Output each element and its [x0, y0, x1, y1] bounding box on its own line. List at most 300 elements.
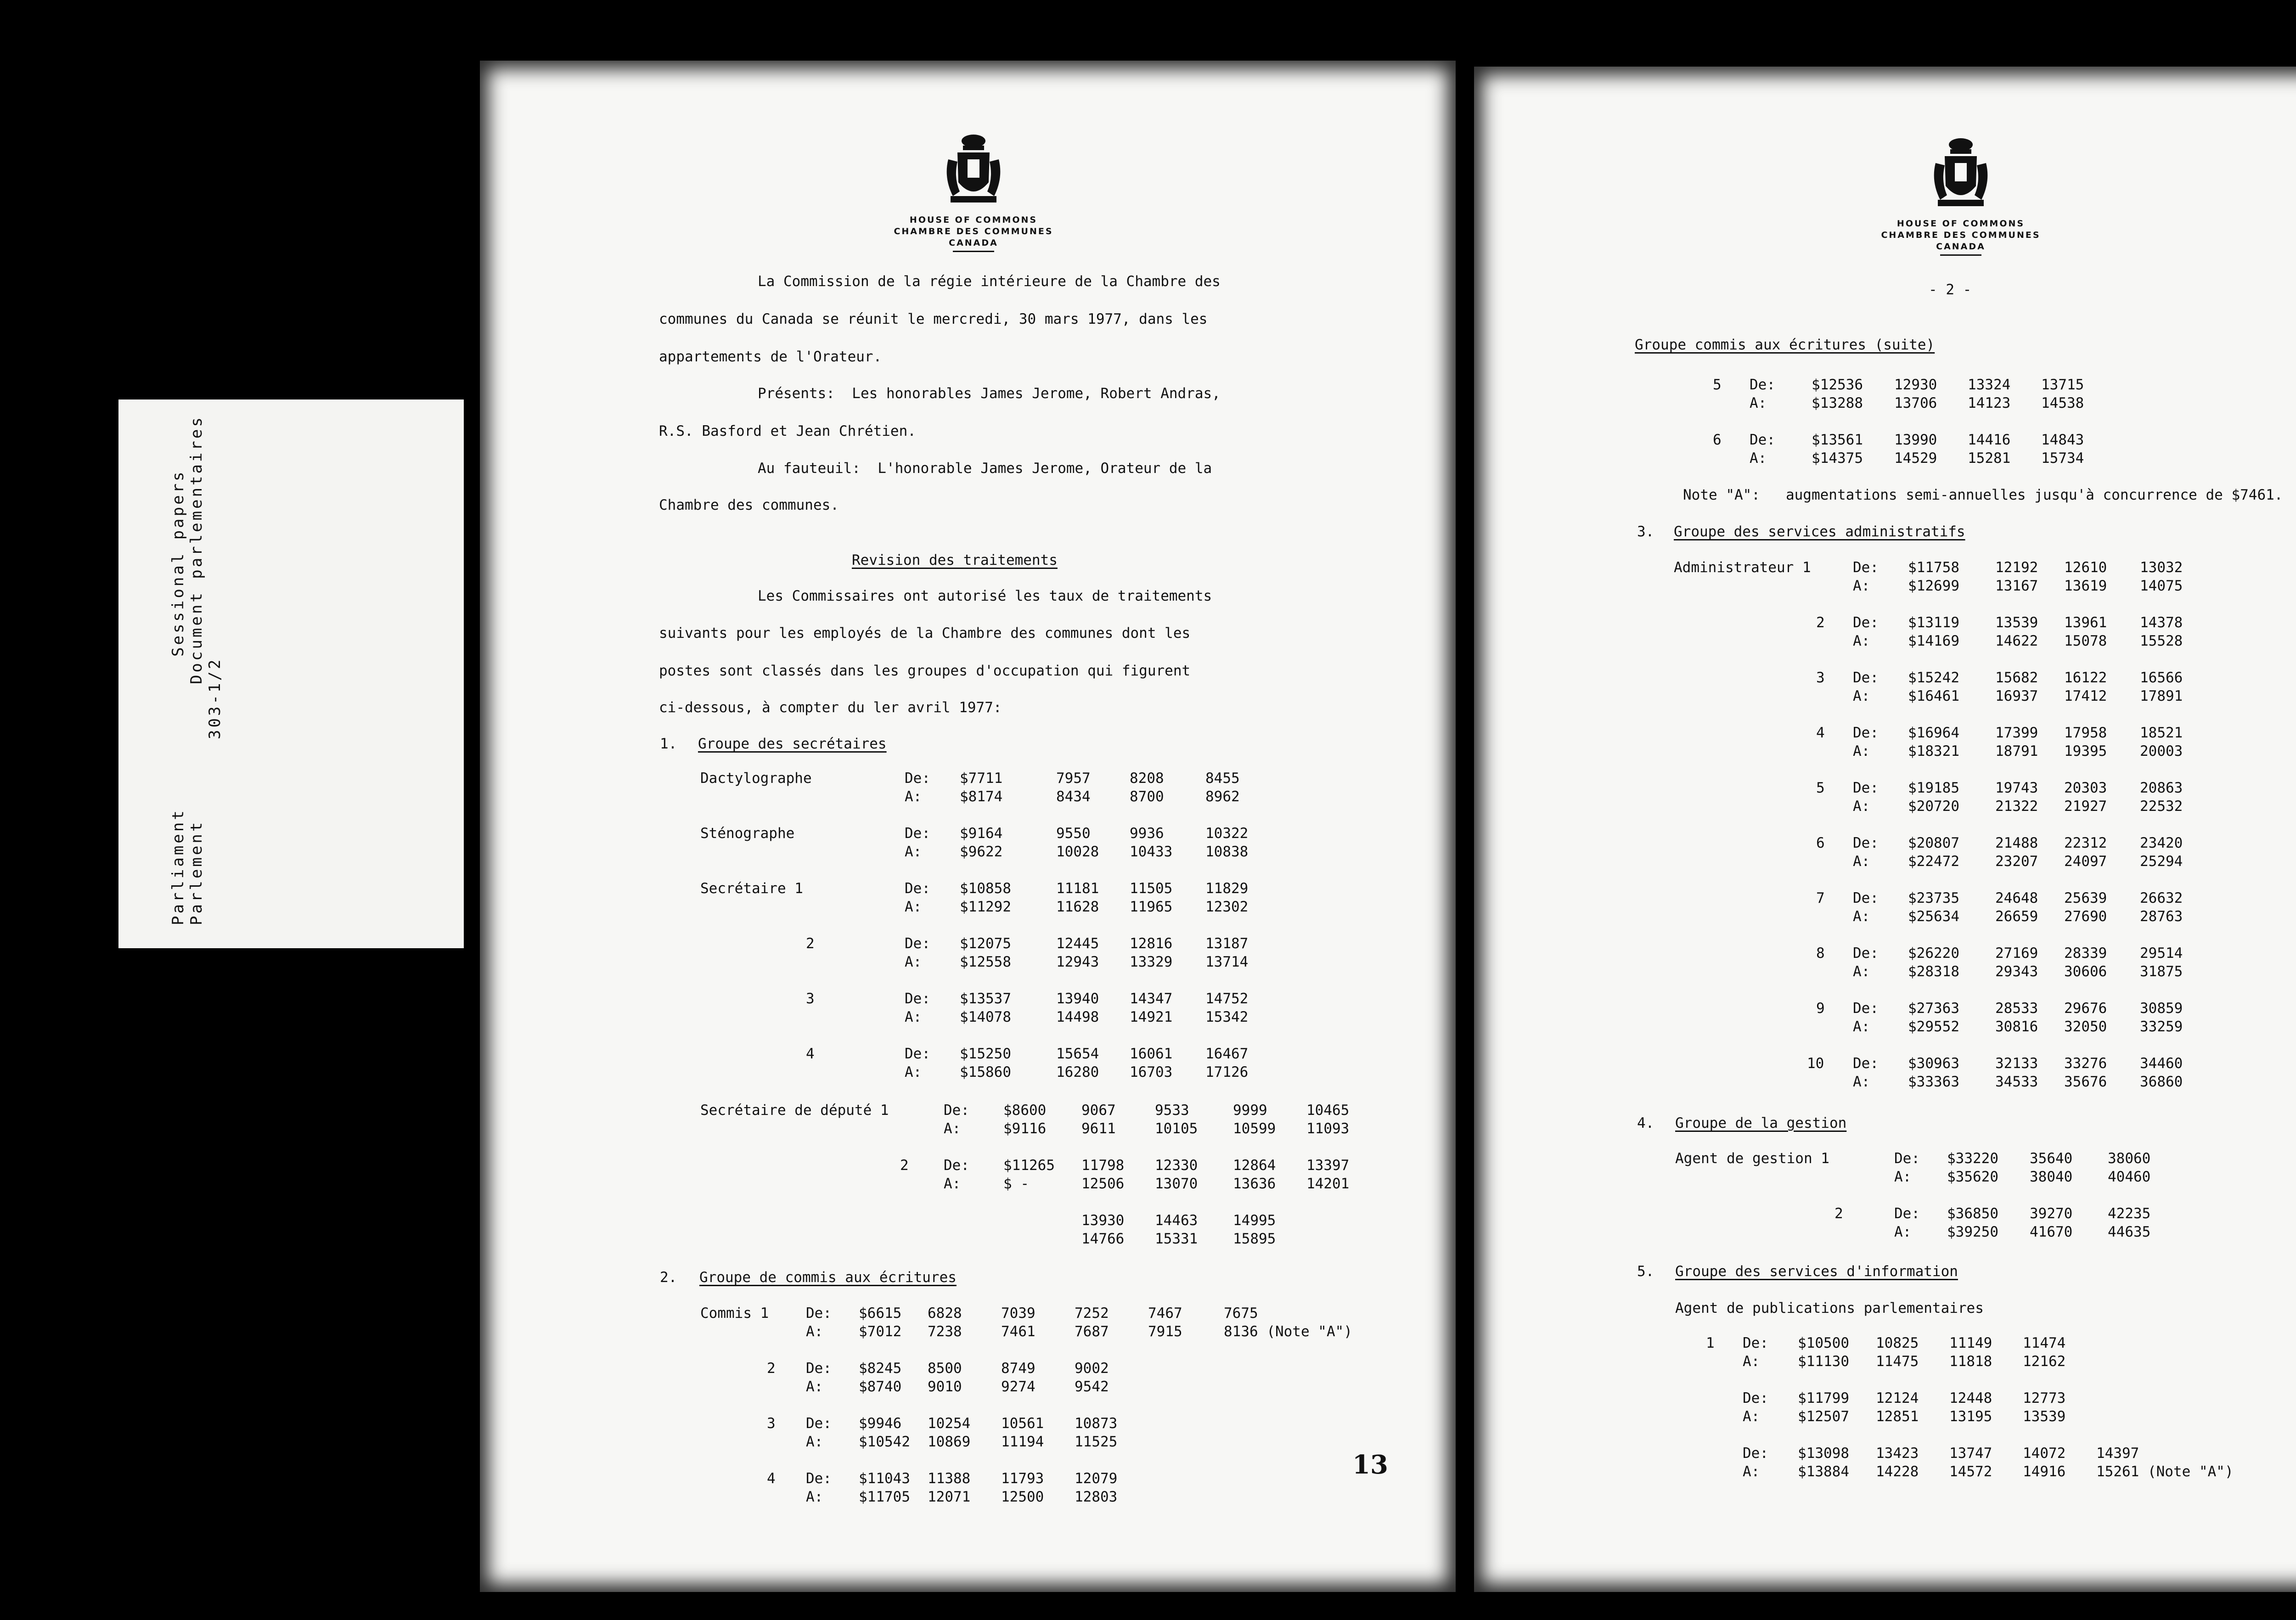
cell-value: 17412 [2064, 688, 2107, 704]
cell-value: $20720 [1908, 798, 1959, 815]
cell-value: $6615 [859, 1305, 902, 1322]
cell-value: 13940 [1056, 990, 1099, 1007]
row-label: 7 [1816, 890, 1825, 906]
cell-value: 18521 [2140, 725, 2183, 741]
table-row [480, 1212, 1456, 1231]
cell-value: 9542 [1075, 1378, 1109, 1395]
cell-value: 14397 [2096, 1445, 2139, 1462]
cell-value: 13706 [1894, 395, 1937, 411]
cell-value: 33259 [2140, 1018, 2183, 1035]
row-kind: A: [806, 1378, 823, 1395]
row-label: 2 [806, 935, 815, 952]
row-kind: A: [1853, 908, 1870, 925]
group3-number: 3. [1637, 523, 1654, 540]
cell-value: $35620 [1947, 1169, 1998, 1185]
table-row [1474, 1463, 2296, 1482]
table-row [1474, 450, 2296, 468]
cell-value: 38040 [2030, 1169, 2073, 1185]
row-kind: De: [1853, 614, 1879, 631]
cell-value: 21322 [1995, 798, 2038, 815]
cell-value: 12803 [1075, 1489, 1118, 1505]
cell-value: $13098 [1798, 1445, 1849, 1462]
cell-value: 31875 [2140, 963, 2183, 980]
table-row [1474, 835, 2296, 853]
cell-value: 7675 [1224, 1305, 1258, 1322]
cell-value: 41670 [2030, 1224, 2073, 1240]
row-label: 2 [900, 1157, 909, 1174]
row-label: Agent de gestion 1 [1675, 1150, 1829, 1167]
cell-value: 10254 [928, 1415, 971, 1432]
group5-title: Groupe des services d'information [1675, 1263, 1958, 1280]
row-label: 3 [767, 1415, 776, 1432]
header-line2: CHAMBRE DES COMMUNES [1881, 230, 2041, 240]
table-row [1474, 1408, 2296, 1427]
para-line: suivants pour les employés de la Chambre des communes dont les [659, 625, 1191, 641]
row-label: 2 [1816, 614, 1825, 631]
row-kind: De: [1743, 1445, 1768, 1462]
table-row [480, 1231, 1456, 1249]
cell-value: 13636 [1233, 1176, 1276, 1192]
cell-value: 11194 [1001, 1434, 1044, 1450]
cell-value: 14498 [1056, 1009, 1099, 1025]
table-row [1474, 1390, 2296, 1408]
table-row [1474, 614, 2296, 633]
cell-value: 9611 [1081, 1120, 1116, 1137]
cell-value: 11505 [1130, 880, 1173, 897]
group4-title: Groupe de la gestion [1675, 1115, 1847, 1131]
stub-label-ref: 303-1/2 [206, 657, 224, 739]
intro-line: communes du Canada se réunit le mercredi, 30 mars 1977, dans les [659, 311, 1208, 327]
cell-value: 28763 [2140, 908, 2183, 925]
cell-value: $19185 [1908, 780, 1959, 796]
cell-value: $10858 [960, 880, 1011, 897]
cell-value: $30963 [1908, 1055, 1959, 1072]
cell-value: 11965 [1130, 899, 1173, 915]
cell-value: 16937 [1995, 688, 2038, 704]
row-kind: A: [944, 1176, 961, 1192]
cell-value: 13747 [1949, 1445, 1992, 1462]
table-row [1474, 578, 2296, 596]
cell-value: 13539 [1995, 614, 2038, 631]
cell-value: 13167 [1995, 578, 2038, 594]
cell-value: 12816 [1130, 935, 1173, 952]
header-rule [953, 251, 994, 252]
cell-value: 24648 [1995, 890, 2038, 906]
cell-value: 29343 [1995, 963, 2038, 980]
cell-value: 28339 [2064, 945, 2107, 962]
stub-label-document: Document parlementaires [187, 415, 206, 684]
table-row [1474, 798, 2296, 816]
row-kind: De: [1853, 725, 1879, 741]
cell-value: 13539 [2023, 1408, 2066, 1425]
cell-value: $10542 [859, 1434, 910, 1450]
cell-value: 10433 [1130, 844, 1173, 860]
row-label: 6 [1816, 835, 1825, 851]
cell-value: 14228 [1876, 1463, 1919, 1480]
cell-value: $13561 [1812, 432, 1863, 448]
row-kind: A: [1853, 688, 1870, 704]
group5-number: 5. [1637, 1263, 1654, 1280]
section-title: Revision des traitements [852, 552, 1058, 568]
cell-value: 20303 [2064, 780, 2107, 796]
cell-value: $11758 [1908, 559, 1959, 576]
cell-value: $8245 [859, 1360, 902, 1377]
row-kind: De: [1853, 780, 1879, 796]
row-kind: A: [905, 844, 922, 860]
table-row [1474, 1074, 2296, 1092]
cell-value: 21927 [2064, 798, 2107, 815]
row-kind: A: [1853, 633, 1870, 649]
row-kind: A: [1743, 1463, 1760, 1480]
cell-value: 15734 [2041, 450, 2084, 467]
cell-value: 15078 [2064, 633, 2107, 649]
cell-value: 13187 [1205, 935, 1249, 952]
cell-value: 9002 [1075, 1360, 1109, 1377]
cell-value: $13288 [1812, 395, 1863, 411]
cell-value: 42235 [2108, 1205, 2151, 1222]
cell-value: 9999 [1233, 1102, 1267, 1119]
row-kind: De: [1853, 559, 1879, 576]
table-row [1474, 945, 2296, 963]
cell-value: $ - [1003, 1176, 1029, 1192]
cell-value: 7957 [1056, 770, 1091, 787]
cell-value: $28318 [1908, 963, 1959, 980]
cell-value: $27363 [1908, 1000, 1959, 1017]
cell-value: 14075 [2140, 578, 2183, 594]
cell-value: 39270 [2030, 1205, 2073, 1222]
cell-value: $14169 [1908, 633, 1959, 649]
row-kind: A: [905, 954, 922, 970]
cell-value: 32133 [1995, 1055, 2038, 1072]
table-row [480, 990, 1456, 1009]
cell-value: 10105 [1155, 1120, 1198, 1137]
cell-value: 16467 [1205, 1046, 1249, 1062]
cell-value: 7252 [1075, 1305, 1109, 1322]
intro-line: R.S. Basford et Jean Chrétien. [659, 423, 916, 439]
table-row [480, 1323, 1456, 1342]
cell-value: $15242 [1908, 669, 1959, 686]
table-row [1474, 725, 2296, 743]
cell-value: 20003 [2140, 743, 2183, 759]
cell-value: $16461 [1908, 688, 1959, 704]
cell-value: $29552 [1908, 1018, 1959, 1035]
group5-subtitle: Agent de publications parlementaires [1675, 1300, 1984, 1316]
header-rule [1940, 254, 1981, 256]
cell-value: 7238 [928, 1323, 962, 1340]
table-row [1474, 780, 2296, 798]
cell-value: 10825 [1876, 1335, 1919, 1351]
cell-value: 30816 [1995, 1018, 2038, 1035]
cell-value: 15682 [1995, 669, 2038, 686]
row-label: 9 [1816, 1000, 1825, 1017]
table-row [480, 1120, 1456, 1139]
cell-value: $11292 [960, 899, 1011, 915]
cell-value: 13324 [1968, 377, 2011, 393]
house-header [882, 214, 1065, 252]
cell-value: 8136 (Note "A") [1224, 1323, 1352, 1340]
cell-value: 16280 [1056, 1064, 1099, 1080]
document-page-14 [1474, 67, 2296, 1592]
cell-value: $12507 [1798, 1408, 1849, 1425]
row-label: 2 [767, 1360, 776, 1377]
table-row [480, 1470, 1456, 1489]
row-kind: A: [806, 1489, 823, 1505]
cell-value: 25639 [2064, 890, 2107, 906]
intro-line: Au fauteuil: L'honorable James Jerome, Orateur de la [758, 460, 1212, 477]
cell-value: 12851 [1876, 1408, 1919, 1425]
table-row [480, 1305, 1456, 1323]
cell-value: 22532 [2140, 798, 2183, 815]
cell-value: 27169 [1995, 945, 2038, 962]
stub-label-parlement: Parlement [187, 820, 206, 925]
table-row [1474, 669, 2296, 688]
row-kind: De: [806, 1415, 832, 1432]
cell-value: 14843 [2041, 432, 2084, 448]
cell-value: 14529 [1894, 450, 1937, 467]
row-label: Secrétaire de député 1 [700, 1102, 889, 1119]
cell-value: 9533 [1155, 1102, 1189, 1119]
cell-value: 22312 [2064, 835, 2107, 851]
row-label: Administrateur 1 [1674, 559, 1811, 576]
cell-value: 26659 [1995, 908, 2038, 925]
cell-value: 23207 [1995, 853, 2038, 870]
cell-value: 14995 [1233, 1212, 1276, 1229]
row-kind: A: [1853, 1074, 1870, 1090]
document-page-13 [480, 61, 1456, 1592]
cell-value: 38060 [2108, 1150, 2151, 1167]
row-label: 4 [806, 1046, 815, 1062]
table-row [480, 1360, 1456, 1378]
cell-value: 7687 [1075, 1323, 1109, 1340]
table-row [1474, 1000, 2296, 1018]
row-kind: De: [1853, 835, 1879, 851]
cell-value: 29676 [2064, 1000, 2107, 1017]
cell-value: 13397 [1306, 1157, 1350, 1174]
cell-value: 14752 [1205, 990, 1249, 1007]
table-row [480, 1489, 1456, 1507]
table-row [1474, 432, 2296, 450]
cell-value: 40460 [2108, 1169, 2151, 1185]
cell-value: 8749 [1001, 1360, 1035, 1377]
cell-value: 9010 [928, 1378, 962, 1395]
row-label: 2 [1835, 1205, 1843, 1222]
row-kind: De: [905, 880, 930, 897]
cell-value: 11181 [1056, 880, 1099, 897]
table-row [480, 1176, 1456, 1194]
row-kind: De: [905, 935, 930, 952]
cell-value: 13329 [1130, 954, 1173, 970]
cell-value: 9936 [1130, 825, 1164, 842]
table-row [480, 1415, 1456, 1434]
table-row [1474, 633, 2296, 651]
para-line: ci-dessous, à compter du ler avril 1977: [659, 699, 1002, 716]
cell-value: $13537 [960, 990, 1011, 1007]
cell-value: 26632 [2140, 890, 2183, 906]
row-kind: A: [1853, 578, 1870, 594]
cell-value: $11043 [859, 1470, 910, 1487]
table-row [480, 1064, 1456, 1082]
table-row [480, 1157, 1456, 1176]
cell-value: $15250 [960, 1046, 1011, 1062]
row-label: 8 [1816, 945, 1825, 962]
cell-value: 8962 [1205, 788, 1240, 805]
coat-of-arms-icon [1926, 135, 1995, 211]
table-row [480, 1102, 1456, 1120]
table-row [1474, 1224, 2296, 1242]
cell-value: 12943 [1056, 954, 1099, 970]
row-kind: De: [1853, 890, 1879, 906]
cell-value: $9622 [960, 844, 1003, 860]
cell-value: 13930 [1081, 1212, 1125, 1229]
cell-value: $16964 [1908, 725, 1959, 741]
cell-value: 14538 [2041, 395, 2084, 411]
cell-value: 19395 [2064, 743, 2107, 759]
cell-value: 32050 [2064, 1018, 2107, 1035]
table-row [480, 788, 1456, 807]
row-kind: De: [1750, 377, 1775, 393]
cell-value: 12506 [1081, 1176, 1125, 1192]
cell-value: 11798 [1081, 1157, 1125, 1174]
table-row [1474, 890, 2296, 908]
row-kind: A: [1743, 1408, 1760, 1425]
cell-value: 27690 [2064, 908, 2107, 925]
row-kind: A: [806, 1434, 823, 1450]
table-row [1474, 743, 2296, 761]
cell-value: $9116 [1003, 1120, 1047, 1137]
cell-value: $11705 [859, 1489, 910, 1505]
cell-value: $11799 [1798, 1390, 1849, 1406]
cell-value: 12071 [928, 1489, 971, 1505]
cell-value: $33220 [1947, 1150, 1998, 1167]
cell-value: 35640 [2030, 1150, 2073, 1167]
table-row [1474, 1205, 2296, 1224]
cell-value: 7467 [1148, 1305, 1182, 1322]
cell-value: $7711 [960, 770, 1003, 787]
cell-value: $22472 [1908, 853, 1959, 870]
cell-value: $39250 [1947, 1224, 1998, 1240]
cell-value: 30606 [2064, 963, 2107, 980]
table-row [1474, 1353, 2296, 1372]
table-row [480, 899, 1456, 917]
row-kind: A: [905, 1009, 922, 1025]
intro-line: Chambre des communes. [659, 497, 839, 513]
cell-value: 11818 [1949, 1353, 1992, 1370]
cell-value: $23735 [1908, 890, 1959, 906]
row-kind: De: [1894, 1150, 1920, 1167]
table-row [1474, 688, 2296, 706]
table-row [480, 1378, 1456, 1397]
cell-value: 14416 [1968, 432, 2011, 448]
row-kind: A: [1750, 395, 1767, 411]
cell-value: 11093 [1306, 1120, 1350, 1137]
cell-value: 15528 [2140, 633, 2183, 649]
row-kind: De: [1743, 1335, 1768, 1351]
row-label: Secrétaire 1 [700, 880, 803, 897]
cell-value: $7012 [859, 1323, 902, 1340]
cell-value: 29514 [2140, 945, 2183, 962]
cell-value: 17958 [2064, 725, 2107, 741]
table-row [1474, 1055, 2296, 1074]
cell-value: 11793 [1001, 1470, 1044, 1487]
cell-value: 14921 [1130, 1009, 1173, 1025]
cell-value: 14916 [2023, 1463, 2066, 1480]
row-kind: A: [806, 1323, 823, 1340]
header-line1: HOUSE OF COMMONS [909, 215, 1038, 225]
cell-value: 12330 [1155, 1157, 1198, 1174]
cell-value: 9550 [1056, 825, 1091, 842]
cell-value: 13195 [1949, 1408, 1992, 1425]
cell-value: 14123 [1968, 395, 2011, 411]
table-row [480, 844, 1456, 862]
cell-value: 12448 [1949, 1390, 1992, 1406]
row-kind: A: [905, 1064, 922, 1080]
cell-value: 12079 [1075, 1470, 1118, 1487]
row-kind: A: [905, 899, 922, 915]
cell-value: 12302 [1205, 899, 1249, 915]
row-kind: A: [905, 788, 922, 805]
table-row [1474, 559, 2296, 578]
row-kind: De: [806, 1305, 832, 1322]
cell-value: 13423 [1876, 1445, 1919, 1462]
row-kind: De: [1750, 432, 1775, 448]
table-row [1474, 1445, 2296, 1463]
cell-value: $9164 [960, 825, 1003, 842]
cell-value: 10838 [1205, 844, 1249, 860]
cell-value: 10869 [928, 1434, 971, 1450]
note-a: Note "A": augmentations semi-annuelles jusqu'à concurrence de $7461. [1683, 487, 2283, 503]
cell-value: $8740 [859, 1378, 902, 1395]
table-row [480, 935, 1456, 954]
cell-value: 15654 [1056, 1046, 1099, 1062]
cell-value: 14201 [1306, 1176, 1350, 1192]
cell-value: 13961 [2064, 614, 2107, 631]
cell-value: $10500 [1798, 1335, 1849, 1351]
row-label: 3 [806, 990, 815, 1007]
table-row [1474, 1335, 2296, 1353]
cell-value: 16061 [1130, 1046, 1173, 1062]
cell-value: 16703 [1130, 1064, 1173, 1080]
header-line3: CANADA [1936, 242, 1986, 252]
cell-value: 7039 [1001, 1305, 1035, 1322]
cell-value: 34460 [2140, 1055, 2183, 1072]
cell-value: 35676 [2064, 1074, 2107, 1090]
cell-value: 11388 [928, 1470, 971, 1487]
cell-value: 7915 [1148, 1323, 1182, 1340]
table-row [1474, 1169, 2296, 1187]
cell-value: 13990 [1894, 432, 1937, 448]
intro-line: La Commission de la régie intérieure de la Chambre des [758, 273, 1221, 290]
cell-value: $12536 [1812, 377, 1863, 393]
row-label: Commis 1 [700, 1305, 769, 1322]
cell-value: 21488 [1995, 835, 2038, 851]
table-row [1474, 853, 2296, 872]
row-label: 5 [1816, 780, 1825, 796]
cell-value: 25294 [2140, 853, 2183, 870]
cell-value: $12699 [1908, 578, 1959, 594]
row-kind: De: [1853, 945, 1879, 962]
table-row [1474, 908, 2296, 927]
archive-stub-sheet [118, 399, 464, 948]
cell-value: 33276 [2064, 1055, 2107, 1072]
row-kind: A: [1853, 963, 1870, 980]
row-label: 10 [1807, 1055, 1824, 1072]
cell-value: $12558 [960, 954, 1011, 970]
row-kind: De: [905, 825, 930, 842]
group4-number: 4. [1637, 1115, 1654, 1131]
cell-value: 15261 (Note "A") [2096, 1463, 2234, 1480]
cell-value: 18791 [1995, 743, 2038, 759]
cell-value: 14347 [1130, 990, 1173, 1007]
